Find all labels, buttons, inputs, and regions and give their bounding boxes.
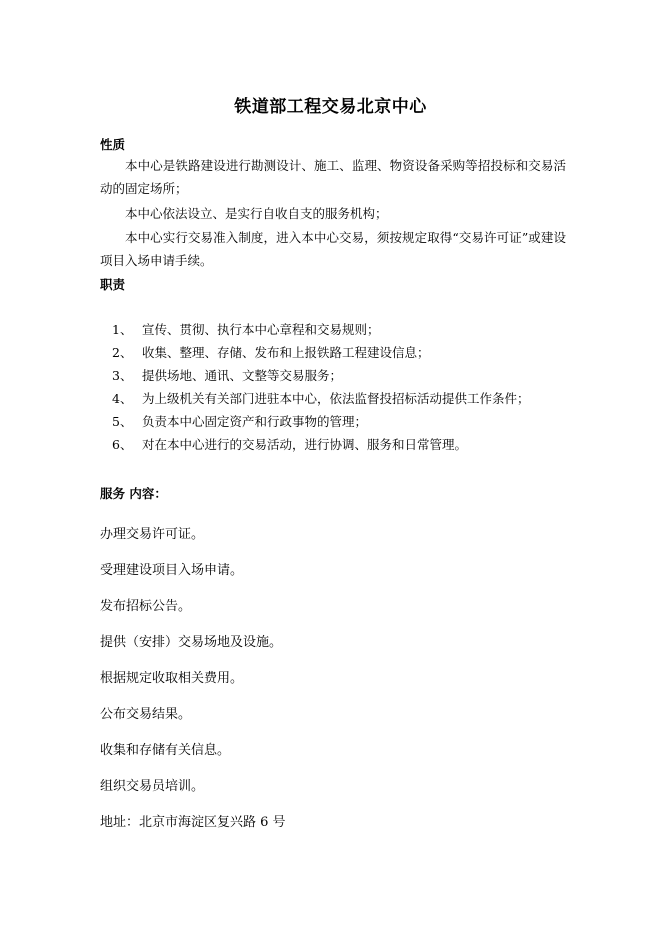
list-item-number: 5、 — [112, 414, 133, 429]
list-item-number: 6、 — [112, 437, 133, 452]
list-item-text: 负责本中心固定资产和行政事物的管理； — [142, 414, 368, 429]
list-item — [112, 341, 530, 364]
service-item: 提供（安排）交易场地及设施。 — [100, 635, 283, 650]
list-item-text: 收集、整理、存储、发布和上报铁路工程建设信息； — [142, 345, 430, 360]
duties-heading: 职责 — [100, 277, 126, 292]
nature-paragraph-1: 本中心是铁路建设进行勘测设计、施工、监理、物资设备采购等招投标和交易活动的固定场所； — [100, 158, 566, 196]
list-item — [112, 410, 530, 433]
duties-list — [112, 318, 530, 456]
service-item: 发布招标公告。 — [100, 599, 192, 614]
page-title: 铁道部工程交易北京中心 — [234, 97, 427, 117]
services-heading: 服务 内容： — [100, 486, 167, 501]
list-item-text: 宣传、贯彻、执行本中心章程和交易规则； — [142, 322, 380, 337]
list-item — [112, 387, 530, 410]
nature-heading: 性质 — [100, 137, 126, 152]
list-item-number: 3、 — [112, 368, 133, 383]
list-item-number: 4、 — [112, 391, 133, 406]
list-item — [112, 433, 530, 456]
service-item: 公布交易结果。 — [100, 707, 192, 722]
list-item — [112, 318, 530, 341]
service-item: 受理建设项目入场申请。 — [100, 563, 244, 578]
nature-paragraph-3: 本中心实行交易准入制度，进入本中心交易，须按规定取得“交易许可证”或建设项目入场申请手续。 — [100, 230, 566, 268]
list-item-number: 1、 — [112, 322, 133, 337]
list-item-text: 提供场地、通讯、文整等交易服务； — [142, 368, 343, 383]
list-item-number: 2、 — [112, 345, 133, 360]
list-item — [112, 364, 530, 387]
address-line: 地址：北京市海淀区复兴路 6 号 — [100, 815, 286, 830]
service-item: 根据规定收取相关费用。 — [100, 671, 244, 686]
service-item: 组织交易员培训。 — [100, 779, 205, 794]
service-item: 办理交易许可证。 — [100, 527, 205, 542]
list-item-text: 为上级机关有关部门进驻本中心，依法监督投招标活动提供工作条件； — [142, 391, 530, 406]
service-item: 收集和存储有关信息。 — [100, 743, 231, 758]
nature-paragraph-2: 本中心依法设立、是实行自收自支的服务机构； — [125, 206, 388, 221]
list-item-text: 对在本中心进行的交易活动，进行协调、服务和日常管理。 — [142, 437, 468, 452]
